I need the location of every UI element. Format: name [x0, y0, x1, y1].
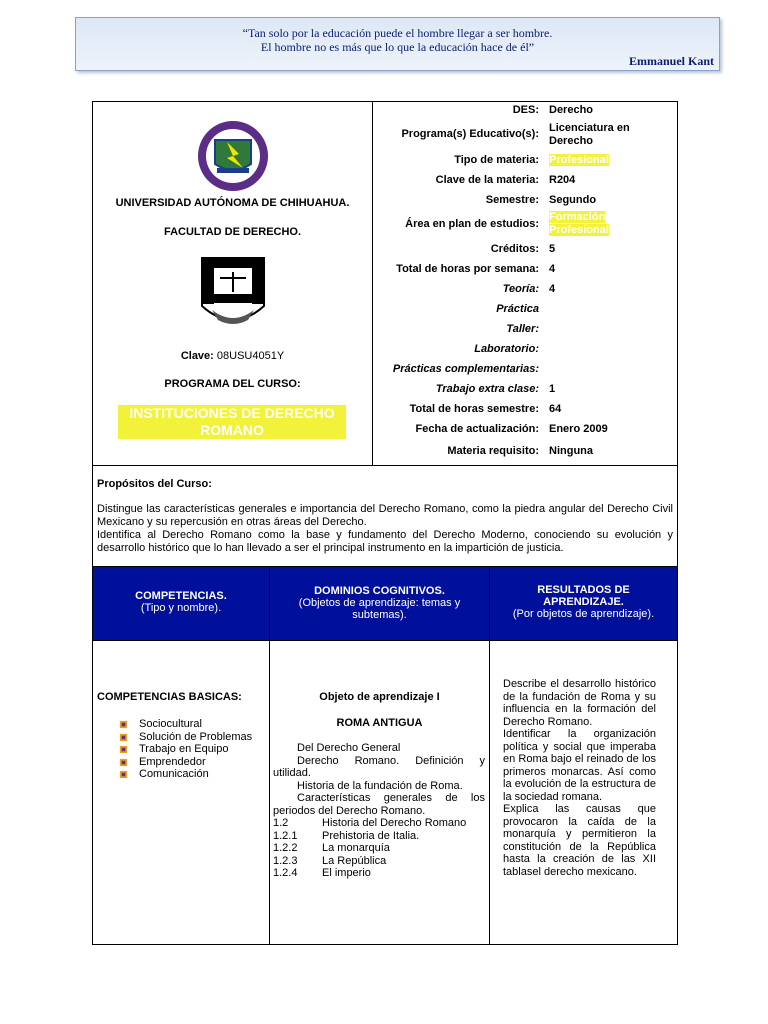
area-value-1: Formación: [549, 211, 606, 223]
clave-row: [93, 350, 372, 362]
course-program-table: [92, 101, 678, 945]
programa-value-2: Derecho: [549, 135, 594, 147]
programa-label: Programa(s) Educativo(s):: [401, 128, 539, 140]
header-resultados: [490, 567, 677, 640]
trabajo-extra-value: 1: [549, 383, 556, 395]
topic-line: Del Derecho General: [297, 742, 401, 754]
tipo-label: Tipo de materia:: [454, 154, 539, 166]
subtopic-row: [273, 867, 485, 880]
list-item: [115, 756, 275, 769]
horas-semestre-value: 64: [549, 403, 562, 415]
header-competencias-sub: (Tipo y nombre).: [140, 602, 222, 614]
competencia-item: Trabajo en Equipo: [139, 743, 229, 755]
trabajo-extra-label: Trabajo extra clase:: [435, 383, 539, 395]
header-dominios: [270, 567, 489, 640]
header-resultados-title: RESULTADOS DE APRENDIZAJE.: [537, 584, 630, 608]
clave-label: Clave:: [180, 350, 214, 362]
purposes-title: Propósitos del Curso:: [97, 478, 212, 490]
list-item: [115, 718, 275, 731]
tipo-value-text: Profesional: [549, 154, 609, 166]
subtopic-text: La monarquía: [322, 842, 390, 854]
subtopic-number: 1.2.2: [273, 842, 298, 854]
competencia-item: Sociocultural: [139, 718, 202, 730]
faculty-name: FACULTAD DE DERECHO.: [163, 226, 302, 238]
bullet-icon: [119, 745, 128, 754]
divider: [372, 102, 373, 465]
program-label: PROGRAMA DEL CURSO:: [164, 378, 301, 390]
purposes-paragraph-2: Identifica al Derecho Romano como la base y fundamento del Derecho Moderno, conociendo su evolución y desarrollo histórico que lo han llevado a ser el principal instrumento en la impartición de justicia.: [97, 529, 673, 554]
fecha-label: Fecha de actualización:: [415, 423, 539, 435]
subtopic-row: [273, 842, 485, 855]
divider: [93, 465, 677, 466]
quote-line-2: El hombre no es más que lo que la educación hace de él”: [260, 40, 535, 54]
bullet-icon: [119, 770, 128, 779]
resultado-paragraph: Identificar la organización política y social que imperaba en Roma bajo el reinado de los primeros monarcas. Así como la evolución de la estructura de la sociedad romana.: [503, 728, 656, 803]
topic-line: Derecho Romano. Definición y utilidad.: [273, 754, 485, 779]
subtopic-number: 1.2.4: [273, 867, 298, 879]
faculty-logo: [198, 254, 268, 336]
competencia-item: Comunicación: [139, 768, 209, 780]
header-competencias: [93, 567, 269, 640]
programa-value: [549, 122, 630, 148]
teoria-label: Teoría:: [502, 283, 539, 295]
topic-line: Historia de la fundación de Roma.: [297, 779, 463, 792]
topic-line: Características generales de los periodos del Derecho Romano.: [273, 792, 485, 817]
laboratorio-label: Laboratorio:: [474, 343, 539, 355]
competencias-list: [115, 718, 275, 781]
creditos-value: 5: [549, 243, 556, 255]
header-dominios-title: DOMINIOS COGNITIVOS.: [314, 585, 445, 597]
semestre-label: Semestre:: [485, 194, 539, 206]
competencias-title: COMPETENCIAS BASICAS:: [97, 691, 242, 703]
purposes-text: [97, 503, 673, 555]
resultado-paragraph: Describe el desarrollo histórico de la fundación de Roma y su influencia en la formación del Derecho Romano.: [503, 678, 656, 728]
header-competencias-title: COMPETENCIAS.: [135, 590, 227, 602]
topic-title: ROMA ANTIGUA: [336, 717, 423, 729]
subtopic-row: [273, 817, 485, 830]
subtopic-text: Prehistoria de Italia.: [322, 829, 420, 842]
subtopic-number: 1.2.3: [273, 854, 298, 867]
des-value: Derecho: [549, 104, 594, 116]
quote-line-1: “Tan solo por la educación puede el hombre llegar a ser hombre.: [242, 26, 553, 40]
des-label: DES:: [512, 104, 539, 116]
creditos-label: Créditos:: [490, 243, 539, 255]
course-title-line-2: ROMANO: [200, 422, 264, 438]
fecha-value: Enero 2009: [549, 423, 608, 435]
tipo-value: [549, 154, 609, 167]
university-logo: [193, 120, 273, 192]
dominios-topics: [273, 742, 485, 880]
subtopic-number: 1.2.1: [273, 829, 298, 842]
subtopic-text: La República: [322, 854, 387, 867]
practicas-complementarias-label: Prácticas complementarias:: [392, 363, 539, 375]
horas-semana-value: 4: [549, 263, 556, 275]
clave-materia-label: Clave de la materia:: [435, 174, 539, 186]
divider: [93, 640, 677, 641]
competencia-item: Emprendedor: [139, 755, 206, 768]
competencia-item: Solución de Problemas: [139, 730, 253, 743]
subtopic-row: [273, 855, 485, 868]
course-title-line-1: INSTITUCIONES DE DERECHO: [129, 405, 335, 421]
subtopic-number: 1.2: [273, 817, 289, 829]
list-item: [115, 731, 275, 744]
area-value: [549, 211, 609, 237]
university-name: UNIVERSIDAD AUTÓNOMA DE CHIHUAHUA.: [115, 197, 350, 209]
header-dominios-sub: (Objetos de aprendizaje: temas y subtemas).: [298, 597, 461, 621]
object-title: Objeto de aprendizaje I: [319, 691, 440, 703]
quote-banner: [75, 17, 720, 71]
clave-materia-value: R204: [549, 174, 576, 186]
quote-author: Emmanuel Kant: [628, 54, 714, 68]
list-item: [115, 743, 275, 756]
requisito-label: Materia requisito:: [447, 445, 539, 457]
horas-semana-label: Total de horas por semana:: [396, 263, 539, 275]
programa-value-1: Licenciatura en: [549, 122, 630, 134]
bullet-icon: [119, 733, 128, 742]
taller-label: Taller:: [506, 323, 539, 335]
resultados-text: [503, 678, 656, 878]
area-value-2: Profesional: [549, 224, 609, 236]
subtopic-text: El imperio: [322, 867, 371, 879]
teoria-value: 4: [549, 283, 556, 295]
subtopic-text: Historia del Derecho Romano: [322, 817, 467, 829]
subtopic-row: [273, 830, 485, 843]
semestre-value: Segundo: [549, 194, 597, 206]
course-title: [118, 405, 346, 439]
purposes-paragraph-1: Distingue las características generales e importancia del Derecho Romano, como la piedra angular del Derecho Civil Mexicano y su repercusión en otras áreas del Derecho.: [97, 503, 673, 528]
clave-value: 08USU4051Y: [216, 350, 285, 362]
header-resultados-sub: (Por objetos de aprendizaje).: [512, 608, 655, 620]
bullet-icon: [119, 720, 128, 729]
area-label: Área en plan de estudios:: [405, 218, 539, 230]
list-item: [115, 768, 275, 781]
requisito-value: Ninguna: [549, 445, 593, 457]
horas-semestre-label: Total de horas semestre:: [409, 403, 539, 415]
bullet-icon: [119, 758, 128, 767]
resultado-paragraph: Explica las causas que provocaron la caída de la monarquía y permitieron la constitución de la República hasta la creación de las XII tablasel derecho mexicano.: [503, 803, 656, 878]
practica-label: Práctica: [496, 303, 539, 315]
